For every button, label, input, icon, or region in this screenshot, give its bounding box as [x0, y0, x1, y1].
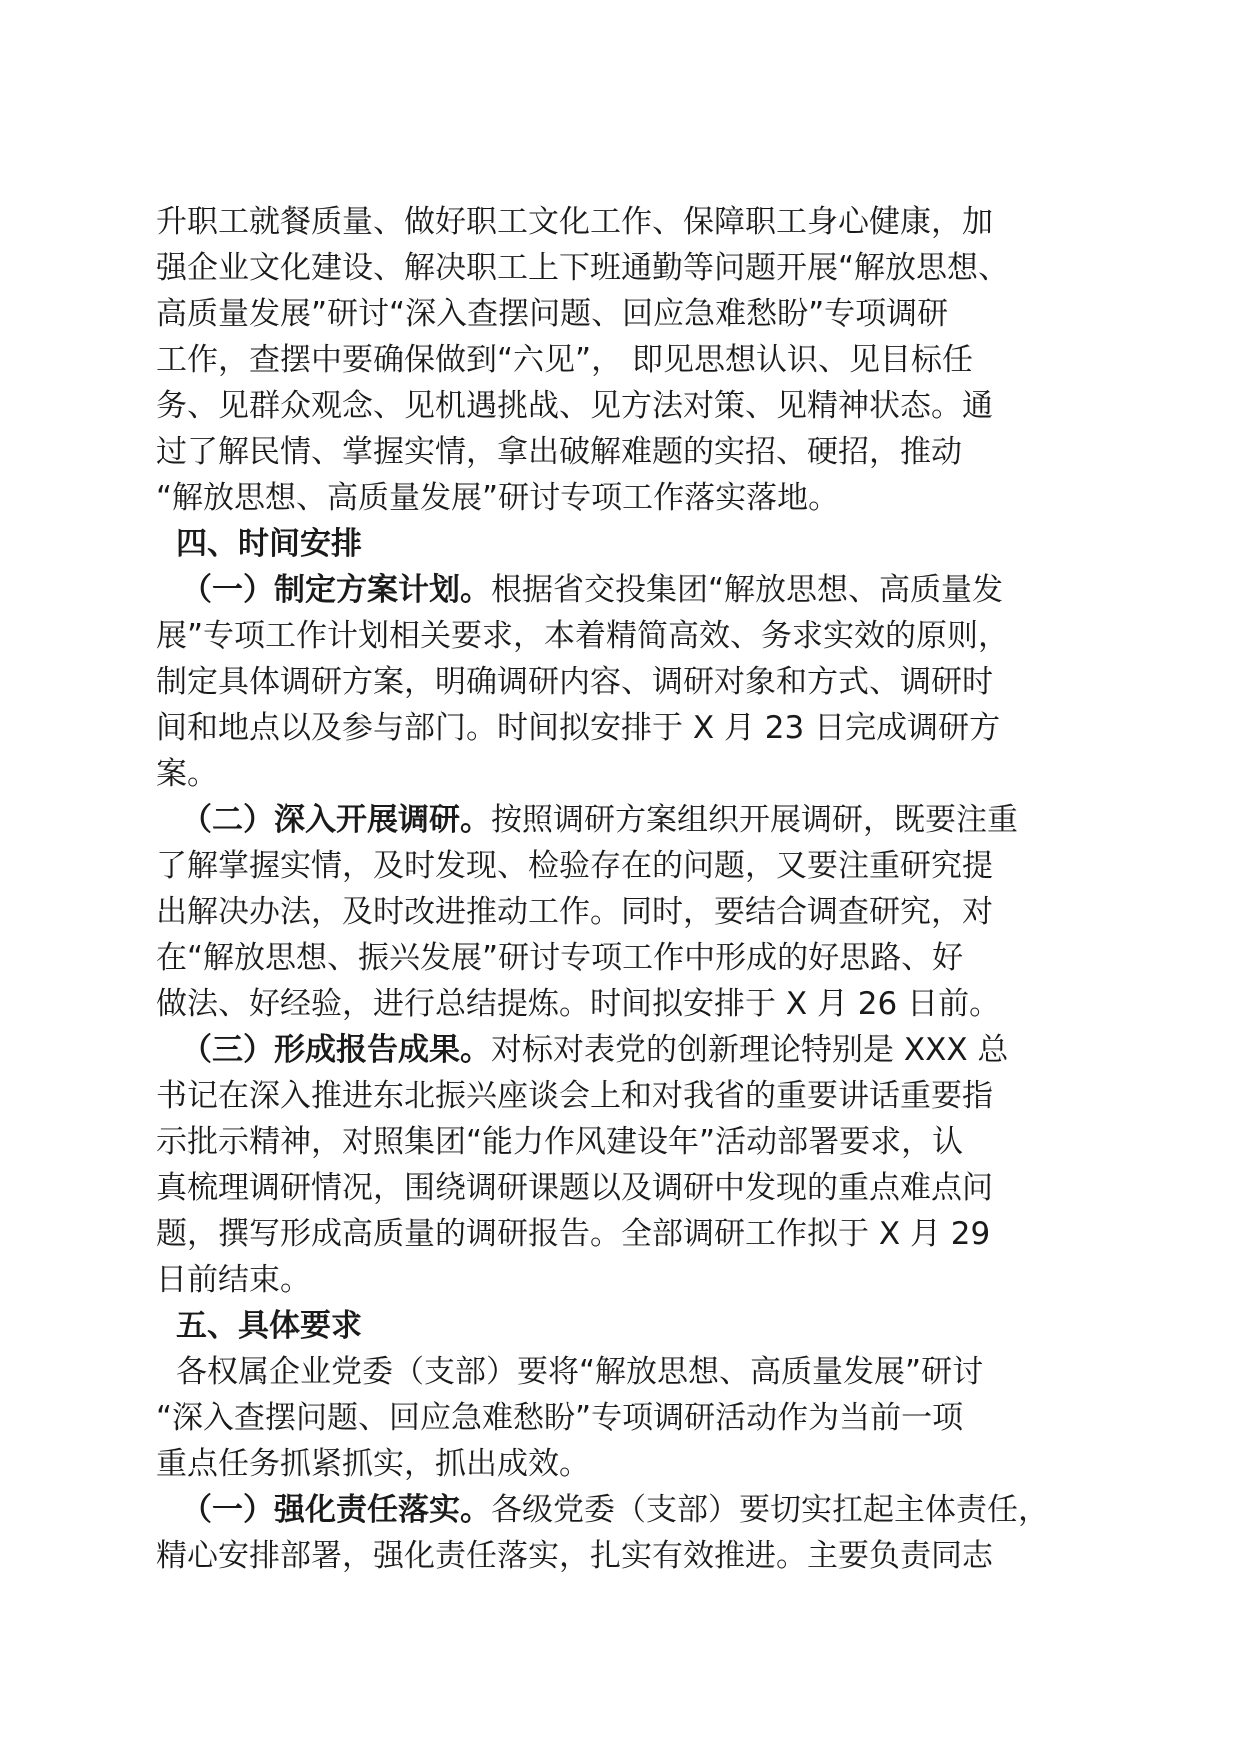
section-heading-schedule: 四、时间安排 [176, 526, 362, 562]
paragraph-line: 日前结束。 [156, 1262, 311, 1298]
paragraph-line: 示批示精神，对照集团“能力作风建设年”活动部署要求，认 [156, 1124, 964, 1160]
paragraph-line: 做法、好经验，进行总结提炼。时间拟安排于 X 月 26 日前。 [156, 986, 1001, 1022]
paragraph-line: 书记在深入推进东北振兴座谈会上和对我省的重要讲话重要指 [156, 1078, 993, 1114]
paragraph-line: 真梳理调研情况，围绕调研课题以及调研中发现的重点难点问 [156, 1170, 993, 1206]
document-page [156, 199, 1086, 1579]
schedule-item-plan [156, 567, 1086, 797]
paragraph-line: 间和地点以及参与部门。时间拟安排于 X 月 23 日完成调研方 [156, 710, 1001, 746]
item-lead: （一）制定方案计划。 [181, 572, 491, 608]
paragraph-line: 高质量发展”研讨“深入查摆问题、回应急难愁盼”专项调研 [156, 296, 949, 332]
paragraph-line: “解放思想、高质量发展”研讨专项工作落实落地。 [156, 480, 840, 516]
paragraph-first-line [156, 567, 1086, 613]
paragraph-line: 在“解放思想、振兴发展”研讨专项工作中形成的好思路、好 [156, 940, 964, 976]
schedule-item-report [156, 1027, 1086, 1303]
paragraph-line: 务、见群众观念、见机遇挑战、见方法对策、见精神状态。通 [156, 388, 993, 424]
paragraph-line: 重点任务抓紧抓实，抓出成效。 [156, 1446, 590, 1482]
item-lead: （二）深入开展调研。 [181, 802, 491, 838]
item-text: 对标对表党的创新理论特别是 XXX 总 [491, 1032, 1009, 1068]
paragraph-line: 展”专项工作计划相关要求，本着精简高效、务求实效的原则， [156, 618, 1010, 654]
paragraph-line: 过了解民情、掌握实情，拿出破解难题的实招、硬招，推动 [156, 434, 962, 470]
item-text: 根据省交投集团“解放思想、高质量发 [491, 572, 1004, 608]
paragraph-line: 题，撰写形成高质量的调研报告。全部调研工作拟于 X 月 29 [156, 1216, 991, 1252]
paragraph-line: 各权属企业党委（支部）要将“解放思想、高质量发展”研讨 [176, 1354, 984, 1390]
paragraph-line: 出解决办法，及时改进推动工作。同时，要结合调查研究，对 [156, 894, 993, 930]
intro-paragraph [156, 199, 1086, 521]
paragraph-first-line [156, 797, 1086, 843]
paragraph-line: 制定具体调研方案，明确调研内容、调研对象和方式、调研时 [156, 664, 993, 700]
paragraph-first-line [156, 1487, 1086, 1533]
schedule-item-research [156, 797, 1086, 1027]
item-text: 按照调研方案组织开展调研，既要注重 [491, 802, 1018, 838]
section-heading-requirements: 五、具体要求 [176, 1308, 362, 1344]
item-lead: （一）强化责任落实。 [181, 1492, 491, 1528]
paragraph-line: 升职工就餐质量、做好职工文化工作、保障职工身心健康，加 [156, 204, 993, 240]
requirements-intro [156, 1349, 1086, 1487]
item-lead: （三）形成报告成果。 [181, 1032, 491, 1068]
paragraph-line: 强企业文化建设、解决职工上下班通勤等问题开展“解放思想、 [156, 250, 1010, 286]
paragraph-line: “深入查摆问题、回应急难愁盼”专项调研活动作为当前一项 [156, 1400, 964, 1436]
paragraph-line: 案。 [156, 756, 218, 792]
requirements-item-responsibility [156, 1487, 1086, 1579]
paragraph-line: 了解掌握实情，及时发现、检验存在的问题，又要注重研究提 [156, 848, 993, 884]
paragraph-first-line [156, 1027, 1086, 1073]
item-text: 各级党委（支部）要切实扛起主体责任， [491, 1492, 1049, 1528]
paragraph-line: 精心安排部署，强化责任落实，扎实有效推进。主要负责同志 [156, 1538, 993, 1574]
paragraph-line: 工作，查摆中要确保做到“六见”， 即见思想认识、见目标任 [156, 342, 973, 378]
